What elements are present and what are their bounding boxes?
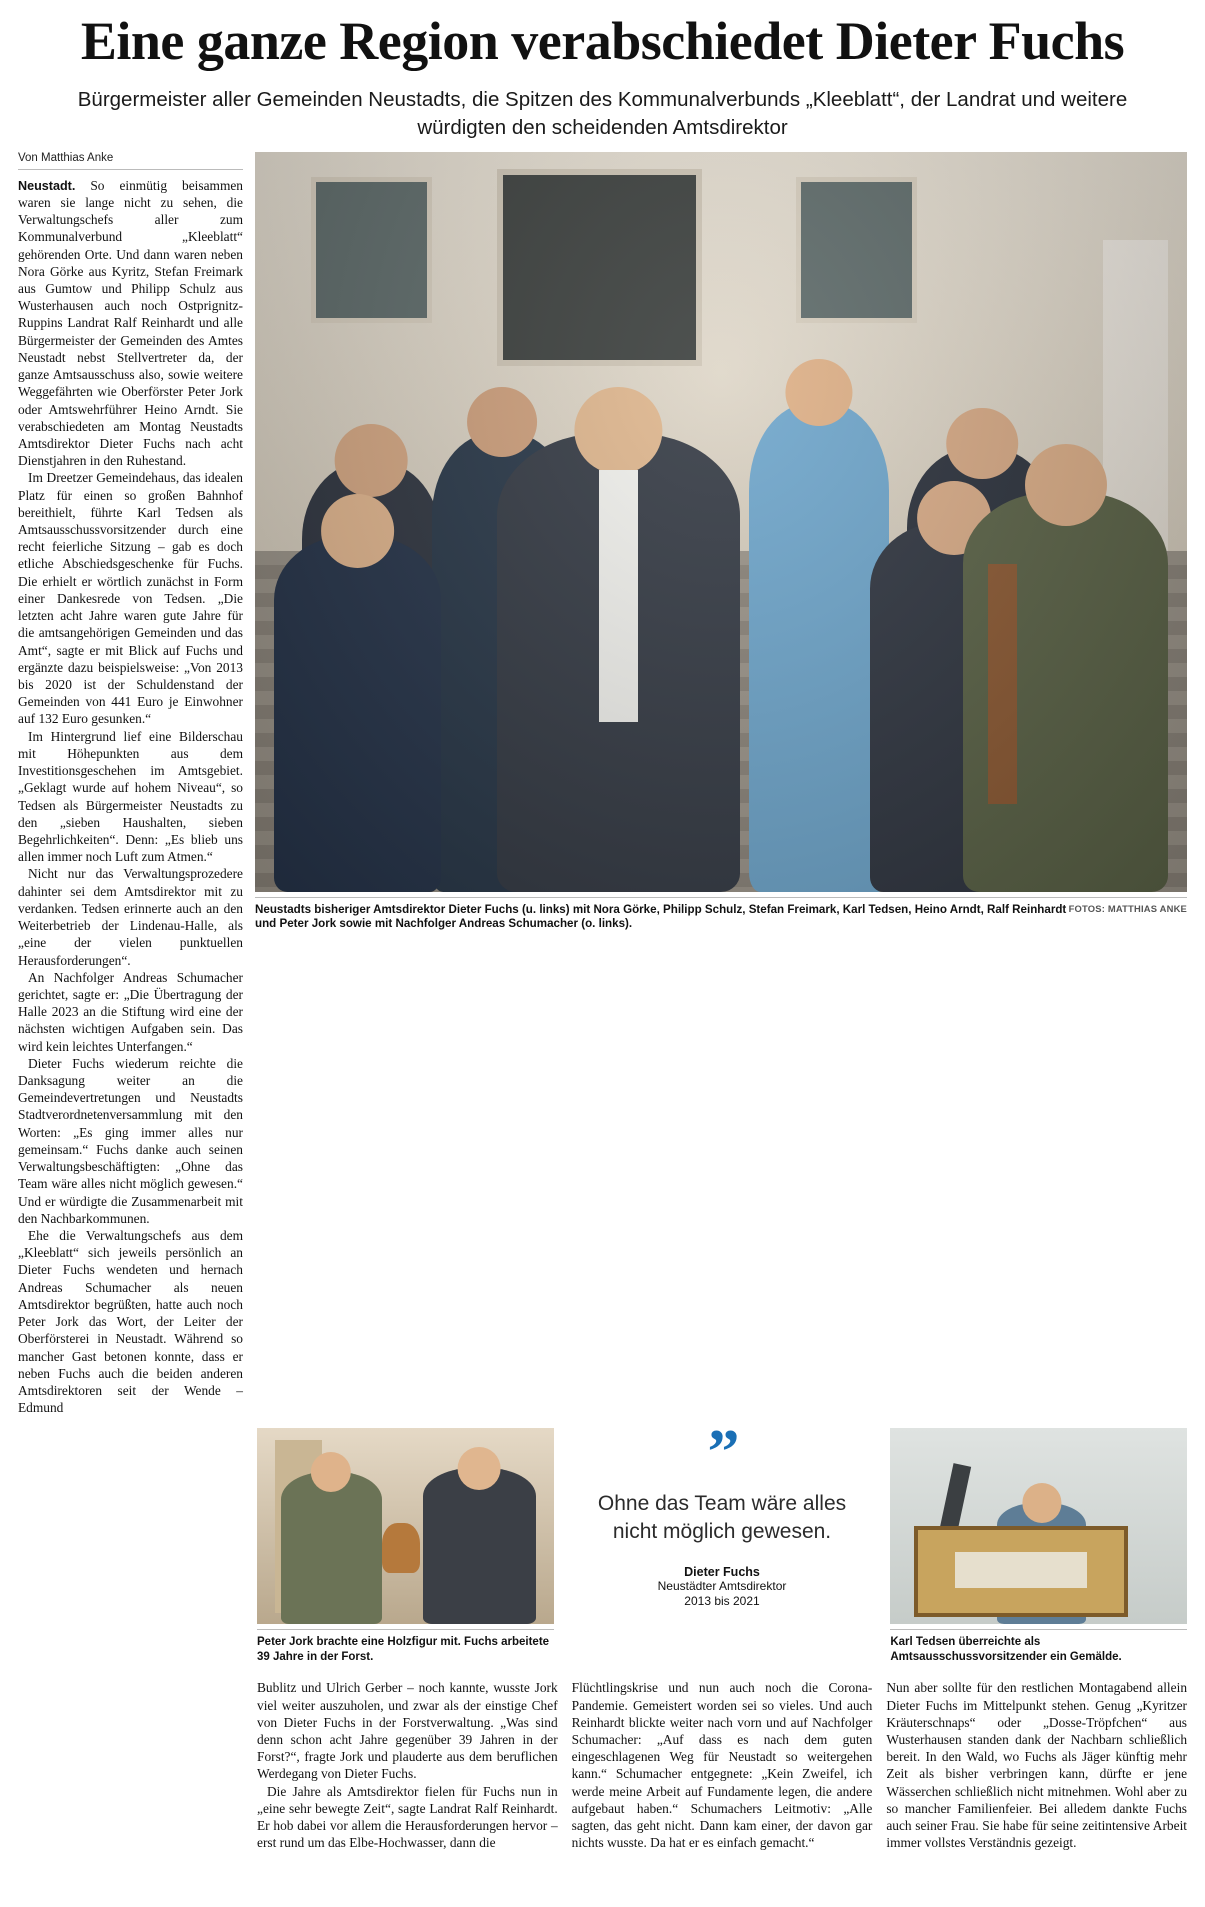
page-title: Eine ganze Region verabschiedet Dieter Fuchs xyxy=(80,11,1125,71)
quote-mark-icon: ” xyxy=(707,1416,737,1488)
subheadline: Bürgermeister aller Gemeinden Neustadts, die Spitzen des Kommunalverbunds „Kleeblatt“, der Landrat und weitere würdigten den scheidenden Amtsdirektor xyxy=(77,88,1128,139)
photo-credit: FOTOS: MATTHIAS ANKE xyxy=(1068,902,1187,914)
pullquote-author: Dieter Fuchs xyxy=(684,1565,760,1579)
photo-jork xyxy=(257,1428,554,1624)
article-body-4 xyxy=(886,1679,1187,1851)
pullquote-block xyxy=(568,1416,877,1665)
photo-person-right xyxy=(423,1468,536,1625)
byline: Von Matthias Anke xyxy=(18,152,243,170)
photo-right-block xyxy=(890,1428,1187,1665)
article-body-1 xyxy=(18,177,243,1417)
photo-head xyxy=(458,1447,501,1490)
photo-shading xyxy=(255,152,1187,892)
photo-left-caption: Peter Jork brachte eine Holzfigur mit. Fuchs arbeitete 39 Jahre in der Forst. xyxy=(257,1629,554,1665)
photo-right-caption: Karl Tedsen überreichte als Amtsausschussvorsitzender ein Gemälde. xyxy=(890,1629,1187,1665)
paragraph: Im Dreetzer Gemeindehaus, das idealen Platz für einen so großen Bahnhof bereithielt, führte Karl Tedsen als Amtsausschussvorsitzender durch eine recht feierliche Sitzung – gab es doch etliche Abschiedsgeschenke für Fuchs. Die erhielt er wörtlich zunächst in Form einer Dankesrede von Tedsen. „Die letzten acht Jahre waren gute Jahre für die amtsangehörigen Gemeinden und das Amt“, sagte er mit Blick auf Fuchs und ergänzte dazu beispielsweise: „Von 2013 bis 2020 ist der Schuldenstand der Gemeinden von 441 Euro je Einwohner auf 132 Euro gesunken.“ xyxy=(18,470,243,727)
paragraph: Flüchtlingskrise und nun auch noch die Corona-Pandemie. Gemeistert worden sei so vieles. Und auch Reinhardt blickte weiter nach vorn und auf Nachfolger Schumacher: „Auf dass es nach dem guten eingeschlagenen Weg für Neustadt so weitergehen kann.“ Schumacher entgegnete: „Kein Zweifel, ich werde meine Arbeit auf Fundamente legen, die andere aufgebaut haben.“ Schumachers Leitmotiv: „Alle sagten, das geht nicht. Dann kam einer, der davon gar nichts wusste. Da hat er es einfach gemacht.“ xyxy=(571,1680,873,1851)
photo-head xyxy=(1022,1483,1061,1522)
main-photo-caption xyxy=(255,897,1187,933)
spacer-column xyxy=(18,1428,243,1665)
bottom-column-spacer xyxy=(18,1679,243,1851)
lower-media-row xyxy=(18,1416,1187,1665)
bottom-text-row xyxy=(18,1679,1187,1851)
paragraph: Die Jahre als Amtsdirektor fielen für Fuchs nun in „eine sehr bewegte Zeit“, sagte Landrat Ralf Reinhardt. Er hob dabei vor allem die Herausforderungen hervor – erst rund um das Elbe-Hochwasser, dann die xyxy=(257,1783,558,1851)
painting-building xyxy=(955,1552,1087,1588)
newspaper-page xyxy=(0,12,1205,1907)
photo-head xyxy=(311,1452,351,1492)
main-photo-block xyxy=(255,152,1187,1417)
pullquote-role-line1: Neustädter Amtsdirektor xyxy=(657,1579,787,1593)
photo-tedsen xyxy=(890,1428,1187,1624)
paragraph: An Nachfolger Andreas Schumacher gerichtet, sagte er: „Die Übertragung der Halle 2023 an die Stiftung wird eine der nächsten wichtigen Aufgaben sein. Das wird kein leichtes Unterfangen.“ xyxy=(18,969,243,1054)
photo-left-block xyxy=(257,1428,554,1665)
article-body-3 xyxy=(572,1679,873,1851)
dateline: Neustadt. xyxy=(18,178,76,193)
paragraph: Ehe die Verwaltungschefs aus dem „Kleeblatt“ sich jeweils persönlich an Dieter Fuchs wendeten und hernach Andreas Schumacher als neuen Amtsdirektor begrüßten, hatte auch noch Peter Jork das Wort, der Leiter der Oberförsterei in Neustadt. Während so mancher Gast betonen konnte, dass er neben Fuchs auch die beiden anderen Amtsdirektoren seit der Wende – Edmund xyxy=(18,1228,243,1416)
main-grid xyxy=(18,152,1187,1417)
paragraph: Nicht nur das Verwaltungsprozedere dahinter sei dem Amtsdirektor mit zu verdanken. Tedsen erinnerte auch an den Weiterbetrieb der Lindenau-Halle, als „eine der vielen punktuellen Herausforderungen“. xyxy=(18,866,243,968)
pullquote-text: Ohne das Team wäre alles nicht möglich gewesen. xyxy=(597,1492,847,1543)
paragraph: Nun aber sollte für den restlichen Montagabend allein Dieter Fuchs im Mittelpunkt stehen. Genug „Kyritzer Kräuterschnaps“ oder „Dosse-Tröpfchen“ aus Wusterhausen standen dank der Nachbarn schließlich bereit. In den Wald, wo Fuchs als Jäger künftig mehr Zeit als bisher verbringen kann, dürfte er jene Wässerchen schließlich nicht mitnehmen. Wohl aber zu so mancher Familienfeier. Bei alledem dankte Fuchs auch seiner Frau. Sie habe für seine zeitintensive Arbeit immer vollstes Verständnis gezeigt. xyxy=(886,1680,1188,1851)
article-column-1 xyxy=(18,152,243,1417)
paragraph: Dieter Fuchs wiederum reichte die Danksagung weiter an die Gemeindevertretungen und Neustadts Stadtverordnetenversammlung mit den Worten: „Es ging immer alles nur gemeinsam.“ Fuchs danke auch seinen Verwaltungsbeschäftigten: „Ohne das Team wäre alles nicht möglich gewesen.“ Und er würdigte die Zusammenarbeit mit den Nachbarkommunen. xyxy=(18,1055,243,1226)
pullquote-role-line2: 2013 bis 2021 xyxy=(684,1594,760,1609)
paragraph: Bublitz und Ulrich Gerber – noch kannte, wusste Jork viel weiter auszuholen, und zwar als der einstige Chef von Dieter Fuchs in der Forstverwaltung. „Was sind denn schon acht Jahre gegenüber 39 Jahren in der Forst?“, fragte Jork und plauderte aus dem beruflichen Werdegang von Dieter Fuchs. xyxy=(257,1680,558,1782)
paragraph: Im Hintergrund lief eine Bilderschau mit Höhepunkten aus dem Investitionsgeschehen im Amtsgebiet. „Geklagt wurde auf hohem Niveau“, so Tedsen als Bürgermeister Neustadts zu den „sieben Haushalten, sieben Begehrlichkeiten“. Denn: „Es blieb uns allen immer noch Luft zum Atmen.“ xyxy=(18,728,243,865)
group-photo xyxy=(255,152,1187,892)
photo-person-left xyxy=(281,1472,382,1625)
paragraph xyxy=(18,177,243,470)
wooden-figure xyxy=(382,1523,421,1574)
caption-text: Neustadts bisheriger Amtsdirektor Dieter Fuchs (u. links) mit Nora Görke, Philipp Schulz, Stefan Freimark, Karl Tedsen, Heino Arndt, Ralf Reinhardt und Peter Jork sowie mit Nachfolger Andreas Schumacher (o. links). xyxy=(255,902,1067,931)
painting xyxy=(914,1526,1128,1616)
paragraph-text: So einmütig beisammen waren sie lange nicht zu sehen, die Verwaltungschefs aller zum Kommunalverbund „Kleeblatt“ gehörenden Orte. Und dann waren neben Nora Görke aus Kyritz, Stefan Freimark aus Gumtow und Philipp Schulz aus Wusterhausen auch noch Ostprignitz-Ruppins Landrat Ralf Reinhardt und alle Bürgermeister der Gemeinden des Amtes Neustadt nebst Stellvertreter da, der ganze Amtsausschuss also, sowie weitere Weggefährten wie Oberförster Peter Jork oder Amtswehrführer Heino Arndt. Sie verabschiedeten am Montag Neustadts Amtsdirektor Dieter Fuchs nach acht Dienstjahren in den Ruhestand. xyxy=(18,177,243,469)
article-body-2 xyxy=(257,1679,558,1851)
